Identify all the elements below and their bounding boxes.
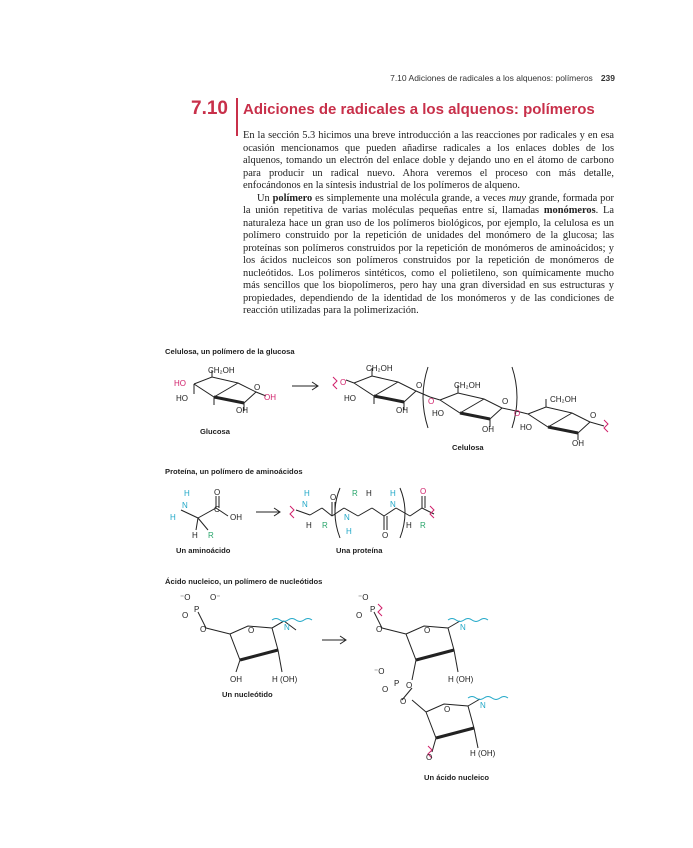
nucleic-n-2: N xyxy=(480,701,486,710)
p2-text-2: es simplemente una molécula grande, a veces xyxy=(312,192,509,204)
nucleotide-h-oh: H (OH) xyxy=(272,675,298,684)
cellulose-ho-3: HO xyxy=(520,423,532,432)
protein-r-2: R xyxy=(352,489,358,498)
nucleotide-ring-o: O xyxy=(248,626,255,635)
protein-h-2: H xyxy=(306,521,312,530)
nucleic-ring-o-2: O xyxy=(444,705,451,714)
p2-text-4: . La naturaleza hace un gran uso de los polímeros biológicos, por ejemplo, la celulosa es un polímero construido por la repetición de unidades del monómero de la glucosa; las proteínas son polímeros construidos por la repetición de monómeros de aminoácidos; y los ácidos nucleicos son polímeros construidos por la repetición de monómeros de nucleótidos. Los polímeros sintéticos, como el polietileno, son químicamente mucho más sencillos que los biopolímeros, pero hay una gran diversidad en sus estructuras y propiedades, dependiendo de la identidad de los monómeros y de las condiciones de reacción utilizadas para la polimerización. xyxy=(243,205,614,316)
cellulose-ring-o-3: O xyxy=(590,411,597,420)
nucleotide-label: Un nucleótido xyxy=(222,690,273,699)
nucleic-o-ester-2: O xyxy=(400,697,407,706)
cellulose-oh-1: OH xyxy=(396,406,408,415)
cellulose-link-o-2: O xyxy=(514,409,521,418)
section-title: Adiciones de radicales a los alquenos: polímeros xyxy=(243,101,595,118)
amino-label: Un aminoácido xyxy=(176,546,231,555)
amino-r: R xyxy=(208,531,214,540)
nucleotide-o-ester: O xyxy=(200,625,207,634)
nucleic-p-2: P xyxy=(394,679,400,688)
nucleotide-oh: OH xyxy=(230,675,242,684)
cellulose-oh-3: OH xyxy=(572,439,584,448)
cellulose-oh-2: OH xyxy=(482,425,494,434)
protein-caption: Proteína, un polímero de aminoácidos xyxy=(165,467,303,476)
running-head-text: 7.10 Adiciones de radicales a los alquenos: polímeros xyxy=(390,73,593,83)
protein-h-3: H xyxy=(346,527,352,536)
glucose-oh-right: OH xyxy=(264,393,276,402)
section-number: 7.10 xyxy=(191,98,228,119)
cellulose-ch2oh-2: CH₂OH xyxy=(454,381,481,390)
p2-text-1: Un xyxy=(257,192,273,204)
protein-h-4: H xyxy=(366,489,372,498)
amino-c: C xyxy=(214,505,220,514)
nucleotide-o-minus-left: ⁻O xyxy=(180,593,191,602)
p2-text-3: grande, formada por la unión repetitiva de varias moléculas pequeñas entre sí, llamadas xyxy=(243,192,615,216)
protein-o-3: O xyxy=(420,487,427,496)
nucleic-h-oh-2: H (OH) xyxy=(470,749,496,758)
protein-h-5: H xyxy=(390,489,396,498)
emph-muy: muy xyxy=(508,192,527,204)
nucleotide-o-double: O xyxy=(182,611,189,620)
protein-r-3: R xyxy=(420,521,426,530)
nucleotide-p: P xyxy=(194,605,200,614)
amino-n: N xyxy=(182,501,188,510)
cellulose-ho-1: HO xyxy=(344,394,356,403)
cellulose-ho-2: HO xyxy=(432,409,444,418)
page-number: 239 xyxy=(600,73,615,83)
cellulose-caption: Celulosa, un polímero de la glucosa xyxy=(165,347,295,356)
nucleic-o-double-2: O xyxy=(382,685,389,694)
nucleic-h-oh-1: H (OH) xyxy=(448,675,474,684)
cellulose-o-left: O xyxy=(340,378,347,387)
nucleotide-n: N xyxy=(284,623,290,632)
nucleic-o-link: O xyxy=(406,681,413,690)
glucose-ho-top: HO xyxy=(174,379,186,388)
nucleic-p-1: P xyxy=(370,605,376,614)
amino-h-left: H xyxy=(170,513,176,522)
protein-r-1: R xyxy=(322,521,328,530)
amino-oh: OH xyxy=(230,513,242,522)
term-polimero: polímero xyxy=(272,192,313,204)
cellulose-ch2oh-3: CH₂OH xyxy=(550,395,577,404)
nucleic-o-ester-1: O xyxy=(376,625,383,634)
protein-n-1: N xyxy=(302,500,308,509)
nucleic-o-minus-1: ⁻O xyxy=(358,593,369,602)
nucleic-o-bottom: O xyxy=(426,753,433,762)
nucleic-caption: Ácido nucleico, un polímero de nucleótidos xyxy=(165,577,323,586)
protein-n-2: N xyxy=(344,513,350,522)
amino-h-top: H xyxy=(184,489,190,498)
protein-o-2: O xyxy=(382,531,389,540)
nucleic-ring-o-1: O xyxy=(424,626,431,635)
nucleic-label: Un ácido nucleico xyxy=(424,773,489,782)
glucose-oh-bottom: OH xyxy=(236,406,248,415)
nucleotide-o-minus-right: O⁻ xyxy=(210,593,221,602)
cellulose-ring-o-2: O xyxy=(502,397,509,406)
protein-h-6: H xyxy=(406,521,412,530)
cellulose-ring-o-1: O xyxy=(416,381,423,390)
glucose-ch2oh: CH₂OH xyxy=(208,366,235,375)
glucose-ring-o: O xyxy=(254,383,261,392)
glucose-label: Glucosa xyxy=(200,427,230,436)
cellulose-ch2oh-1: CH₂OH xyxy=(366,364,393,373)
protein-label: Una proteína xyxy=(336,546,383,555)
protein-n-3: N xyxy=(390,500,396,509)
nucleic-o-double-1: O xyxy=(356,611,363,620)
glucose-ho: HO xyxy=(176,394,188,403)
amino-h-bottom: H xyxy=(192,531,198,540)
nucleic-o-minus-2: ⁻O xyxy=(374,667,385,676)
amino-o: O xyxy=(214,488,221,497)
protein-o-1: O xyxy=(330,493,337,502)
term-monomeros: monómeros xyxy=(543,205,596,216)
cellulose-label: Celulosa xyxy=(452,443,484,452)
nucleic-n-1: N xyxy=(460,623,466,632)
protein-h-1: H xyxy=(304,489,310,498)
cellulose-link-o-1: O xyxy=(428,397,435,406)
paragraph-1: En la sección 5.3 hicimos una breve introducción a las reacciones por radicales y en esa ocasión mencionamos que pueden añadirse radicales a los enlaces dobles de los alquenos, tomando un electrón del enlace doble y dejando uno en el átomo de carbono para producir un radical nuevo. Ahora veremos el proceso con más detalle, enfocándonos en la síntesis industrial de los polímeros de alqueno. xyxy=(243,130,614,191)
